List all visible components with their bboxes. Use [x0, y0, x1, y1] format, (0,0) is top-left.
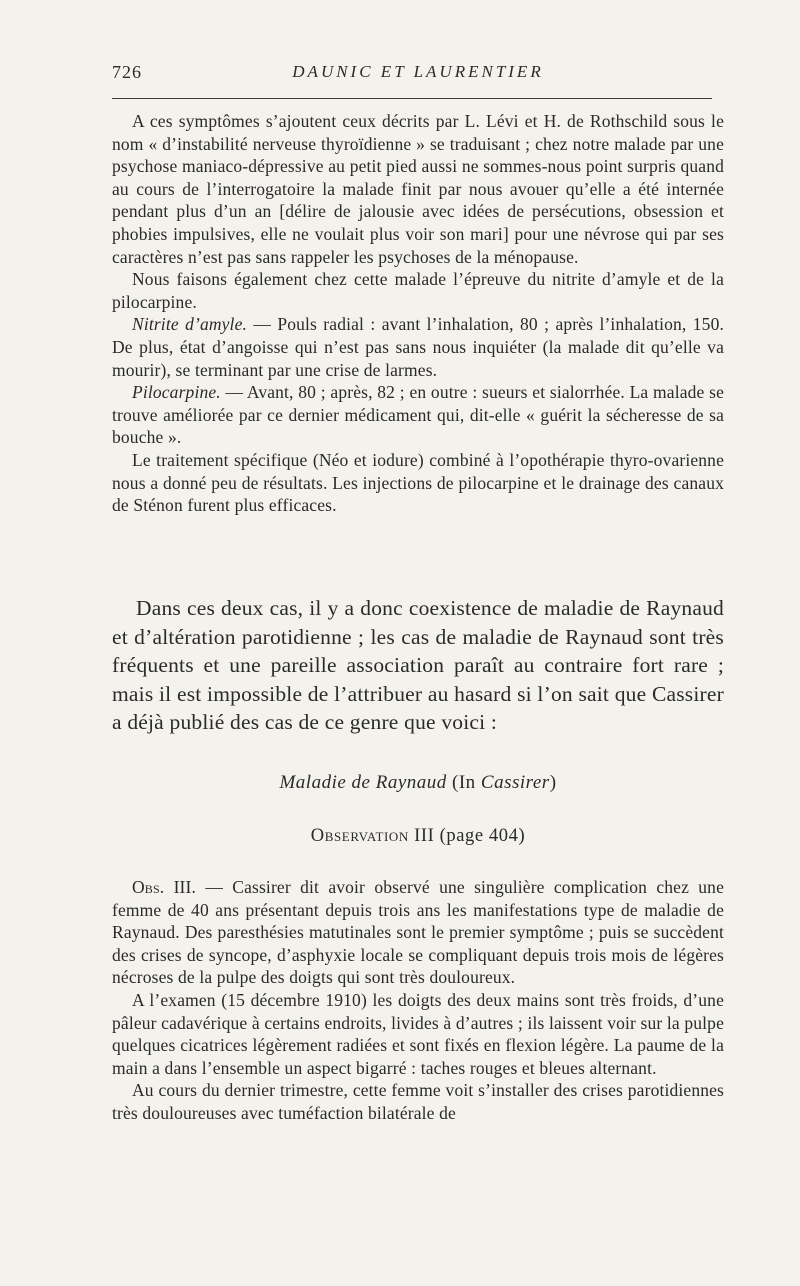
paragraph-amyl-nitrite [112, 313, 724, 381]
pilocarpine-text: — Avant, 80 ; après, 82 ; en outre : sueurs et sialorrhée. La malade se trouve améliorée par ce dernier médicament qui, dit-elle « guérit la sécheresse de sa bouche ». [112, 382, 724, 448]
case-subheading [112, 772, 724, 794]
paragraph-coexistence: Dans ces deux cas, il y a donc coexistence de maladie de Raynaud et d’altération parotidienne ; les cas de maladie de Raynaud sont très fréquents et une pareille association paraît au contraire fort rare ; mais il est impossible de l’attribuer au hasard si l’on sait que Cassirer a déjà publié des cas de ce genre que voici : [112, 596, 724, 734]
subheading-author: Cassirer [480, 772, 550, 793]
case-description [112, 110, 724, 517]
obs-iii-text: — Cassirer dit avoir observé une singulière complication chez une femme de 40 ans présentant depuis trois ans les manifestations type de maladie de Raynaud. Des paresthésies matutinales sont le premier symptôme ; puis se succèdent des crises de syncope, d’asphyxie locale se compliquant depuis trois mois de légères nécroses de la pulpe des doigts qui sont très douloureux. [112, 877, 724, 988]
main-text [112, 594, 724, 737]
observation-heading [112, 826, 724, 847]
paragraph-parotid-crises: Au cours du dernier trimestre, cette femme voit s’installer des crises parotidiennes très douloureuses avec tuméfaction bilatérale de [112, 1080, 724, 1123]
paragraph-pilocarpine [112, 381, 724, 449]
paragraph-symptoms: A ces symptômes s’ajoutent ceux décrits par L. Lévi et H. de Rothschild sous le nom « d’instabilité nerveuse thyroïdienne » se traduisant ; chez notre malade par une psychose maniaco-dépressive au petit pied aussi ne sommes-nous point surpris quand au cours de l’interrogatoire la malade finit par nous avouer qu’elle a été internée pendant plus d’un an [délire de jalousie avec idées de persécutions, obsession et phobies impulsives, elle ne voulait plus voir son mari] pour une névrose qui par ses caractères n’est pas sans rappeler les psychoses de la ménopause. [112, 111, 724, 267]
subheading-paren-open: (In [446, 772, 481, 793]
paragraph-examination: A l’examen (15 décembre 1910) les doigts des deux mains sont très froids, d’une pâleur cadavérique à certains endroits, livides à d’autres ; ils laissent voir sur la pulpe quelques cicatrices légèrement radiées et sont fixés en flexion légère. La paume de la main a dans l’ensemble un aspect bigarré : taches rouges et bleues alternant. [112, 989, 724, 1078]
page-header [112, 58, 724, 98]
pilocarpine-label: Pilocarpine. [132, 382, 221, 403]
obs-iii-label: Obs. III. [132, 877, 197, 897]
subheading-paren-close: ) [549, 772, 557, 793]
observation-page: III (page 404) [408, 826, 526, 846]
header-rule [112, 98, 712, 99]
observation-text [112, 876, 724, 1125]
amyl-nitrite-label: Nitrite d’amyle. [132, 314, 248, 335]
paragraph-obs-iii [112, 876, 724, 989]
page-number: 726 [112, 62, 142, 82]
amyl-nitrite-text: — Pouls radial : avant l’inhalation, 80 ; après l’inhalation, 150. De plus, état d’angoisse qui n’est pas sans nous inquiéter (la malade dit qu’elle va mourir), se terminant par une crise de larmes. [112, 314, 724, 380]
running-title: DAUNIC ET LAURENTIER [292, 62, 544, 81]
observation-label: Observation [310, 826, 409, 846]
subheading-title: Maladie de Raynaud [279, 772, 447, 793]
paragraph-tests-intro: Nous faisons également chez cette malade l’épreuve du nitrite d’amyle et de la pilocarpine. [112, 269, 724, 312]
paragraph-treatment: Le traitement spécifique (Néo et iodure) combiné à l’opothérapie thyro-ovarienne nous a donné peu de résultats. Les injections de pilocarpine et le drainage des canaux de Sténon furent plus efficaces. [112, 449, 724, 516]
